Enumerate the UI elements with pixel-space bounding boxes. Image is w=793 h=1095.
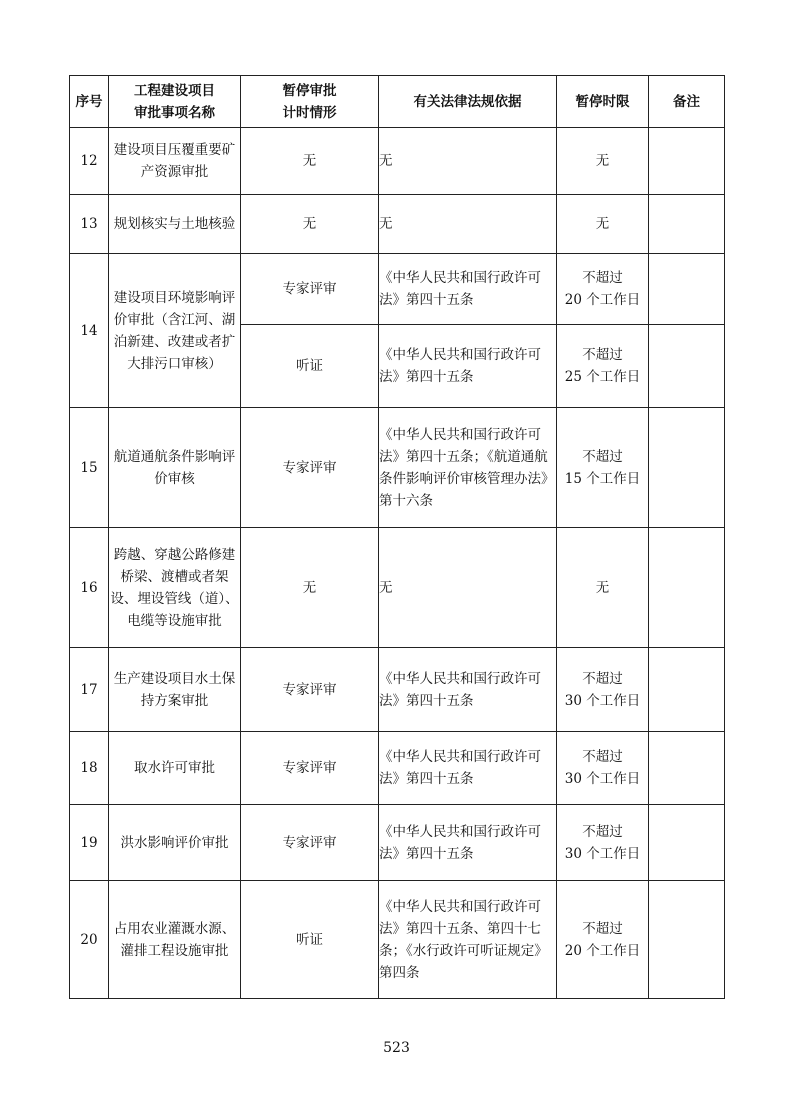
table-header-row [70, 76, 725, 128]
limit-line1: 不超过 [582, 670, 623, 687]
header-pause [241, 76, 379, 128]
cell-law: 《中华人民共和国行政许可法》第四十五条 [379, 732, 557, 805]
header-item-name-line2: 审批事项名称 [134, 104, 215, 121]
cell-seq: 20 [70, 881, 109, 999]
cell-seq: 18 [70, 732, 109, 805]
header-limit: 暂停时限 [557, 76, 649, 128]
limit-line2: 20 个工作日 [564, 292, 641, 308]
limit-line1: 不超过 [582, 270, 623, 286]
cell-pause: 无 [241, 128, 379, 195]
cell-item-name: 跨越、穿越公路修建桥梁、渡槽或者架设、埋设管线（道）、电缆等设施审批 [109, 528, 241, 648]
cell-seq: 19 [70, 805, 109, 881]
table-row [70, 195, 725, 254]
limit-line2: 30 个工作日 [564, 845, 641, 862]
header-item-name [109, 76, 241, 128]
cell-pause: 无 [241, 195, 379, 254]
cell-remark [649, 408, 725, 528]
limit-line2: 20 个工作日 [564, 942, 641, 959]
cell-seq: 12 [70, 128, 109, 195]
cell-limit: 无 [557, 528, 649, 648]
cell-law: 《中华人民共和国行政许可法》第四十五条 [379, 648, 557, 732]
cell-item-name: 建设项目环境影响评价审批（含江河、湖泊新建、改建或者扩大排污口审核） [109, 254, 241, 408]
cell-pause: 专家评审 [241, 648, 379, 732]
header-pause-line1: 暂停审批 [282, 82, 337, 99]
cell-limit [557, 325, 649, 408]
cell-seq: 13 [70, 195, 109, 254]
cell-pause: 专家评审 [241, 408, 379, 528]
cell-pause: 听证 [241, 881, 379, 999]
cell-law: 《中华人民共和国行政许可法》第四十五条；《航道通航条件影响评价审核管理办法》第十六条 [379, 408, 557, 528]
cell-limit [557, 732, 649, 805]
cell-remark [649, 805, 725, 881]
table-row [70, 528, 725, 648]
cell-pause: 专家评审 [241, 732, 379, 805]
cell-limit [557, 408, 649, 528]
cell-pause: 无 [241, 528, 379, 648]
cell-item-name: 生产建设项目水土保持方案审批 [109, 648, 241, 732]
table-row [70, 881, 725, 999]
cell-limit: 无 [557, 195, 649, 254]
table-row [70, 128, 725, 195]
header-remark: 备注 [649, 76, 725, 128]
cell-limit [557, 254, 649, 325]
cell-remark [649, 128, 725, 195]
cell-item-name: 航道通航条件影响评价审核 [109, 408, 241, 528]
cell-remark [649, 528, 725, 648]
cell-seq: 15 [70, 408, 109, 528]
cell-law: 无 [379, 128, 557, 195]
cell-limit: 无 [557, 128, 649, 195]
limit-line1: 不超过 [582, 448, 623, 465]
limit-line1: 不超过 [582, 347, 623, 363]
limit-line2: 25 个工作日 [564, 369, 641, 385]
cell-law: 《中华人民共和国行政许可法》第四十五条 [379, 325, 557, 408]
table-row [70, 732, 725, 805]
limit-line2: 30 个工作日 [564, 771, 641, 787]
cell-seq: 17 [70, 648, 109, 732]
header-law: 有关法律法规依据 [379, 76, 557, 128]
cell-pause: 听证 [241, 325, 379, 408]
cell-pause: 专家评审 [241, 805, 379, 881]
cell-seq: 14 [70, 254, 109, 408]
cell-item-name: 规划核实与土地核验 [109, 195, 241, 254]
cell-remark [649, 254, 725, 325]
approval-items-table [69, 75, 725, 999]
cell-law: 《中华人民共和国行政许可法》第四十五条、第四十七条；《水行政许可听证规定》第四条 [379, 881, 557, 999]
cell-item-name: 洪水影响评价审批 [109, 805, 241, 881]
limit-line1: 不超过 [582, 920, 623, 937]
page-number: 523 [383, 1040, 410, 1056]
table-row [70, 408, 725, 528]
cell-pause: 专家评审 [241, 254, 379, 325]
limit-line1: 不超过 [582, 749, 623, 765]
cell-limit [557, 881, 649, 999]
cell-limit [557, 648, 649, 732]
header-pause-line2: 计时情形 [282, 104, 337, 121]
cell-item-name: 取水许可审批 [109, 732, 241, 805]
limit-line2: 30 个工作日 [564, 692, 641, 709]
header-item-name-line1: 工程建设项目 [134, 82, 215, 99]
cell-remark [649, 881, 725, 999]
header-seq: 序号 [70, 76, 109, 128]
table-row [70, 648, 725, 732]
cell-law: 《中华人民共和国行政许可法》第四十五条 [379, 805, 557, 881]
cell-remark [649, 195, 725, 254]
cell-limit [557, 805, 649, 881]
cell-remark [649, 648, 725, 732]
cell-item-name: 建设项目压覆重要矿产资源审批 [109, 128, 241, 195]
table-row [70, 805, 725, 881]
cell-seq: 16 [70, 528, 109, 648]
cell-item-name: 占用农业灌溉水源、灌排工程设施审批 [109, 881, 241, 999]
limit-line1: 不超过 [582, 823, 623, 840]
cell-law: 无 [379, 528, 557, 648]
cell-law: 无 [379, 195, 557, 254]
limit-line2: 15 个工作日 [564, 470, 641, 487]
cell-remark [649, 732, 725, 805]
cell-remark [649, 325, 725, 408]
table-row [70, 254, 725, 325]
cell-law: 《中华人民共和国行政许可法》第四十五条 [379, 254, 557, 325]
